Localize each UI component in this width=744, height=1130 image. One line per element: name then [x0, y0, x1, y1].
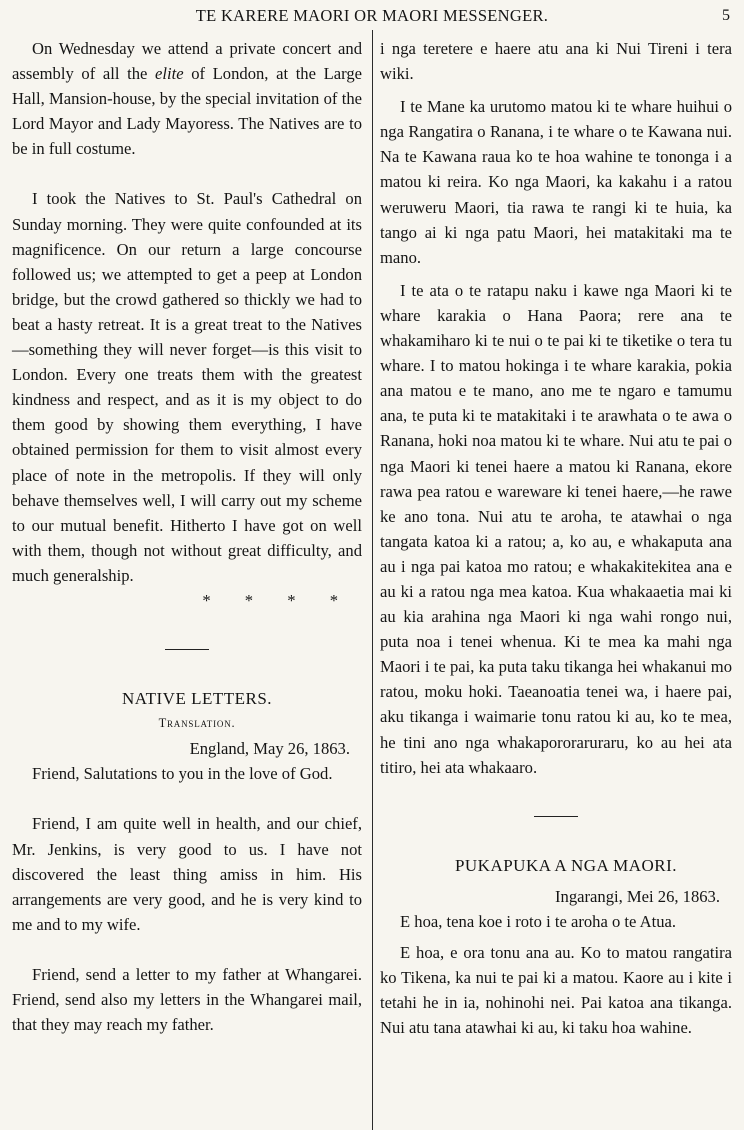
section-stars: * * * * — [202, 590, 338, 610]
section-divider-right — [534, 816, 578, 817]
newspaper-title: TE KARERE MAORI OR MAORI MESSENGER. — [195, 6, 549, 25]
elite-italic: elite — [155, 64, 184, 84]
paragraph-ratapu: I te ata o te ratapu naku i kawe nga Maori ki te whare karakia o Hana Paora; rere ana te whakamiharo ki te nui o te pai ki te tiketike o tera tu whare. I to matou hokinga i te whare karakia, pokia ana matou e te mano, ano me te ngaro e tamumu ana, te puta ki te matakitaki i te arawhata o te awa o Ranana, hoki noa matou ki te whare. Nui atu te pai o nga Maori ki tenei haere a matou ki Ranana, ekore rawa pea ratou e wareware ki tenei haere,—he rawe ke ano tona. Nui atu te aroha, te atawhai o nga tangata katoa ki a ratou; a, ko au, e whakaputa ana au i nga pai katoa mo ratou; e whakakitekitea ana e au ki a ratou nga mea katoa. Kua whakaaetia mai ki au kia arahina nga Maori ki nga wahi rongo nui, puta noa i tenei whenua. Ki te mea ka mahi nga Maori i te pai, ka puta taku tikanga hei whakanui mo ratou, moku hoki. Taeanoatia tenei wa, i haere pai, aku tikanga i waimarie tonu ratou ki au, ko te mea, he tini ano nga whakapororaruraru, ko au hei ata titiro, hei ata whakaaro. — [380, 280, 732, 777]
translation-label: Translation. — [158, 716, 236, 731]
letter-paragraph-1: Friend, Salutations to you in the love of God. — [32, 764, 333, 784]
pukapuka-heading: PUKAPUKA A NGA MAORI. — [454, 855, 678, 875]
right-column — [380, 36, 732, 1040]
page-header — [0, 6, 744, 30]
page-number: 5 — [722, 7, 730, 24]
letter-paragraph-3: Friend, send a letter to my father at Whangarei. Friend, send also my letters in the Whangarei mail, that they may reach my father. — [12, 964, 362, 1035]
left-column — [12, 36, 362, 1037]
section-divider — [165, 649, 209, 650]
letter-paragraph-2: Friend, I am quite well in health, and our chief, Mr. Jenkins, is very good to us. I have not discovered the least thing amiss in him. His arrangements are very good, and he is very kind to me and to my wife. — [12, 814, 362, 934]
paragraph-concert: On Wednesday we attend a private concert and assembly of all the elite of London, at the Large Hall, Mansion-house, by the special invitation of the Lord Mayor and Lady Mayoress. The Natives are to be in full costume. — [12, 39, 362, 159]
pukapuka-paragraph-1: E hoa, tena koe i roto i te aroha o te Atua. — [400, 911, 677, 931]
paragraph-continuation: i nga teretere e haere atu ana ki Nui Tireni i tera wiki. — [380, 39, 732, 84]
pukapuka-dateline: Ingarangi, Mei 26, 1863. — [555, 886, 720, 906]
paragraph-mane: I te Mane ka urutomo matou ki te whare huihui o nga Rangatira o Ranana, i te whare o te Kawana nui. Na te Kawana raua ko te hoa wahine te tononga i a matou ki reira. Ko nga Maori, ka kakahu i a ratou weruweru Maori, tia rawa te rangi ki te huia, ka tango ai ki nga patu Maori, hei matakitaki ma te mano. — [380, 97, 732, 267]
letters-heading: NATIVE LETTERS. — [121, 689, 273, 709]
pukapuka-paragraph-2: E hoa, e ora tonu ana au. Ko to matou rangatira ko Tikena, ka nui te pai ki a matou. Kaore au i kite i tetahi he in ia, nohinohi nei. Pai katoa ana tikanga. Nui atu tana atawhai ki au, ki taku hoa wahine. — [380, 943, 732, 1038]
column-divider — [372, 30, 373, 1130]
paragraph-cathedral: I took the Natives to St. Paul's Cathedral on Sunday morning. They were quite confounded at its magnificence. On our return a large concourse followed us; we attempted to get a peep at London bridge, but the crowd gathered so thickly we had to beat a hasty retreat. It is a great treat to the Natives—something they will never forget—is this visit to London. Every one treats them with the greatest kindness and respect, and as it is my object to do them good by showing them everything, I have obtained permission for them to visit almost every place of note in the metropolis. If they will only behave themselves well, I will carry out my scheme to our mutual benefit. Hitherto I have got on well with them, though not without great difficulty, and much generalship. — [12, 189, 362, 585]
letter-dateline: England, May 26, 1863. — [189, 739, 350, 759]
